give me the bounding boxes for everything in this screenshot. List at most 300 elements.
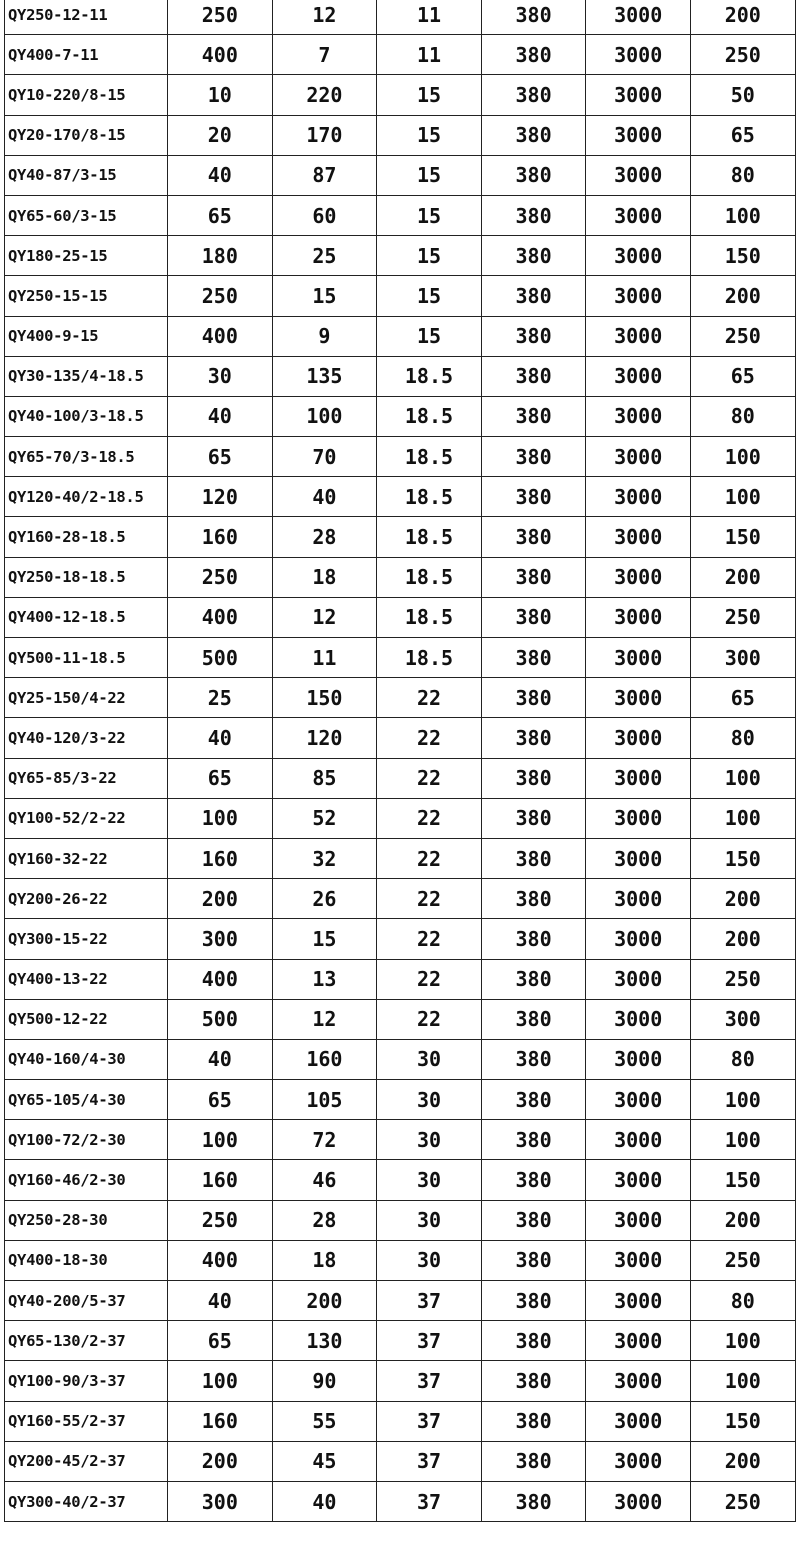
- outlet-cell: 80: [690, 396, 795, 436]
- power-cell: 37: [377, 1401, 482, 1441]
- table-row: [5, 838, 796, 878]
- model-cell: QY40-160/4-30: [5, 1039, 168, 1079]
- outlet-cell: 250: [690, 316, 795, 356]
- outlet-cell: 100: [690, 1361, 795, 1401]
- head-cell: 26: [272, 879, 377, 919]
- flow-cell: 40: [168, 1281, 273, 1321]
- voltage-cell: 380: [481, 1080, 586, 1120]
- power-cell: 18.5: [377, 517, 482, 557]
- outlet-cell: 200: [690, 1441, 795, 1481]
- head-cell: 15: [272, 919, 377, 959]
- table-row: [5, 115, 796, 155]
- power-cell: 15: [377, 75, 482, 115]
- speed-cell: 3000: [586, 1080, 691, 1120]
- head-cell: 32: [272, 838, 377, 878]
- voltage-cell: 380: [481, 999, 586, 1039]
- power-cell: 15: [377, 276, 482, 316]
- power-cell: 18.5: [377, 557, 482, 597]
- model-cell: QY250-28-30: [5, 1200, 168, 1240]
- head-cell: 7: [272, 35, 377, 75]
- voltage-cell: 380: [481, 437, 586, 477]
- voltage-cell: 380: [481, 879, 586, 919]
- model-cell: QY400-9-15: [5, 316, 168, 356]
- flow-cell: 250: [168, 0, 273, 35]
- flow-cell: 25: [168, 678, 273, 718]
- outlet-cell: 150: [690, 517, 795, 557]
- outlet-cell: 150: [690, 236, 795, 276]
- model-cell: QY40-200/5-37: [5, 1281, 168, 1321]
- outlet-cell: 100: [690, 758, 795, 798]
- head-cell: 100: [272, 396, 377, 436]
- head-cell: 12: [272, 999, 377, 1039]
- flow-cell: 65: [168, 758, 273, 798]
- flow-cell: 30: [168, 356, 273, 396]
- table-row: [5, 1481, 796, 1521]
- outlet-cell: 150: [690, 1401, 795, 1441]
- table-row: [5, 1361, 796, 1401]
- outlet-cell: 200: [690, 1200, 795, 1240]
- flow-cell: 100: [168, 1361, 273, 1401]
- speed-cell: 3000: [586, 999, 691, 1039]
- model-cell: QY160-46/2-30: [5, 1160, 168, 1200]
- flow-cell: 65: [168, 437, 273, 477]
- head-cell: 45: [272, 1441, 377, 1481]
- outlet-cell: 250: [690, 597, 795, 637]
- outlet-cell: 300: [690, 638, 795, 678]
- model-cell: QY500-12-22: [5, 999, 168, 1039]
- table-row: [5, 0, 796, 35]
- outlet-cell: 100: [690, 195, 795, 235]
- flow-cell: 65: [168, 1321, 273, 1361]
- outlet-cell: 65: [690, 678, 795, 718]
- speed-cell: 3000: [586, 276, 691, 316]
- voltage-cell: 380: [481, 75, 586, 115]
- flow-cell: 400: [168, 597, 273, 637]
- flow-cell: 500: [168, 999, 273, 1039]
- speed-cell: 3000: [586, 1200, 691, 1240]
- power-cell: 22: [377, 758, 482, 798]
- speed-cell: 3000: [586, 1240, 691, 1280]
- flow-cell: 160: [168, 838, 273, 878]
- outlet-cell: 200: [690, 557, 795, 597]
- power-cell: 22: [377, 879, 482, 919]
- model-cell: QY160-32-22: [5, 838, 168, 878]
- table-row: [5, 276, 796, 316]
- table-row: [5, 75, 796, 115]
- flow-cell: 500: [168, 638, 273, 678]
- table-row: [5, 35, 796, 75]
- model-cell: QY400-7-11: [5, 35, 168, 75]
- voltage-cell: 380: [481, 1481, 586, 1521]
- power-cell: 22: [377, 999, 482, 1039]
- table-row: [5, 437, 796, 477]
- power-cell: 37: [377, 1321, 482, 1361]
- power-cell: 37: [377, 1481, 482, 1521]
- speed-cell: 3000: [586, 919, 691, 959]
- flow-cell: 160: [168, 517, 273, 557]
- flow-cell: 20: [168, 115, 273, 155]
- head-cell: 105: [272, 1080, 377, 1120]
- voltage-cell: 380: [481, 597, 586, 637]
- flow-cell: 250: [168, 276, 273, 316]
- outlet-cell: 50: [690, 75, 795, 115]
- voltage-cell: 380: [481, 155, 586, 195]
- voltage-cell: 380: [481, 1160, 586, 1200]
- flow-cell: 100: [168, 1120, 273, 1160]
- outlet-cell: 80: [690, 1281, 795, 1321]
- outlet-cell: 250: [690, 959, 795, 999]
- outlet-cell: 300: [690, 999, 795, 1039]
- head-cell: 170: [272, 115, 377, 155]
- outlet-cell: 250: [690, 1240, 795, 1280]
- power-cell: 18.5: [377, 477, 482, 517]
- head-cell: 12: [272, 0, 377, 35]
- outlet-cell: 100: [690, 437, 795, 477]
- head-cell: 60: [272, 195, 377, 235]
- power-cell: 18.5: [377, 356, 482, 396]
- outlet-cell: 250: [690, 35, 795, 75]
- outlet-cell: 150: [690, 1160, 795, 1200]
- head-cell: 18: [272, 557, 377, 597]
- speed-cell: 3000: [586, 959, 691, 999]
- model-cell: QY400-12-18.5: [5, 597, 168, 637]
- power-cell: 30: [377, 1160, 482, 1200]
- voltage-cell: 380: [481, 1240, 586, 1280]
- speed-cell: 3000: [586, 798, 691, 838]
- model-cell: QY500-11-18.5: [5, 638, 168, 678]
- table-row: [5, 1120, 796, 1160]
- table-row: [5, 195, 796, 235]
- voltage-cell: 380: [481, 1321, 586, 1361]
- table-row: [5, 1281, 796, 1321]
- speed-cell: 3000: [586, 1361, 691, 1401]
- outlet-cell: 100: [690, 1080, 795, 1120]
- head-cell: 11: [272, 638, 377, 678]
- speed-cell: 3000: [586, 155, 691, 195]
- model-cell: QY200-26-22: [5, 879, 168, 919]
- voltage-cell: 380: [481, 35, 586, 75]
- model-cell: QY160-28-18.5: [5, 517, 168, 557]
- power-cell: 30: [377, 1240, 482, 1280]
- model-cell: QY65-105/4-30: [5, 1080, 168, 1120]
- table-row: [5, 919, 796, 959]
- voltage-cell: 380: [481, 195, 586, 235]
- head-cell: 40: [272, 477, 377, 517]
- model-cell: QY400-18-30: [5, 1240, 168, 1280]
- head-cell: 70: [272, 437, 377, 477]
- speed-cell: 3000: [586, 758, 691, 798]
- power-cell: 22: [377, 838, 482, 878]
- voltage-cell: 380: [481, 517, 586, 557]
- flow-cell: 250: [168, 1200, 273, 1240]
- speed-cell: 3000: [586, 557, 691, 597]
- table-row: [5, 155, 796, 195]
- outlet-cell: 200: [690, 919, 795, 959]
- flow-cell: 400: [168, 35, 273, 75]
- outlet-cell: 200: [690, 0, 795, 35]
- flow-cell: 160: [168, 1160, 273, 1200]
- outlet-cell: 65: [690, 115, 795, 155]
- flow-cell: 10: [168, 75, 273, 115]
- power-cell: 37: [377, 1441, 482, 1481]
- flow-cell: 100: [168, 798, 273, 838]
- outlet-cell: 80: [690, 1039, 795, 1079]
- speed-cell: 3000: [586, 396, 691, 436]
- model-cell: QY65-85/3-22: [5, 758, 168, 798]
- speed-cell: 3000: [586, 838, 691, 878]
- power-cell: 37: [377, 1361, 482, 1401]
- model-cell: QY40-120/3-22: [5, 718, 168, 758]
- speed-cell: 3000: [586, 1160, 691, 1200]
- speed-cell: 3000: [586, 1321, 691, 1361]
- head-cell: 200: [272, 1281, 377, 1321]
- flow-cell: 40: [168, 155, 273, 195]
- outlet-cell: 100: [690, 1321, 795, 1361]
- speed-cell: 3000: [586, 0, 691, 35]
- power-cell: 15: [377, 115, 482, 155]
- speed-cell: 3000: [586, 195, 691, 235]
- power-cell: 18.5: [377, 597, 482, 637]
- power-cell: 15: [377, 316, 482, 356]
- model-cell: QY100-90/3-37: [5, 1361, 168, 1401]
- outlet-cell: 80: [690, 718, 795, 758]
- model-cell: QY120-40/2-18.5: [5, 477, 168, 517]
- table-body: [5, 0, 796, 1522]
- outlet-cell: 150: [690, 838, 795, 878]
- table-row: [5, 1039, 796, 1079]
- speed-cell: 3000: [586, 1281, 691, 1321]
- flow-cell: 40: [168, 1039, 273, 1079]
- model-cell: QY100-52/2-22: [5, 798, 168, 838]
- head-cell: 46: [272, 1160, 377, 1200]
- voltage-cell: 380: [481, 356, 586, 396]
- voltage-cell: 380: [481, 838, 586, 878]
- speed-cell: 3000: [586, 437, 691, 477]
- flow-cell: 40: [168, 396, 273, 436]
- flow-cell: 65: [168, 1080, 273, 1120]
- flow-cell: 300: [168, 919, 273, 959]
- head-cell: 12: [272, 597, 377, 637]
- table-row: [5, 798, 796, 838]
- flow-cell: 400: [168, 316, 273, 356]
- model-cell: QY180-25-15: [5, 236, 168, 276]
- flow-cell: 200: [168, 1441, 273, 1481]
- table-row: [5, 1160, 796, 1200]
- model-cell: QY250-18-18.5: [5, 557, 168, 597]
- model-cell: QY300-15-22: [5, 919, 168, 959]
- model-cell: QY10-220/8-15: [5, 75, 168, 115]
- table-row: [5, 718, 796, 758]
- head-cell: 18: [272, 1240, 377, 1280]
- flow-cell: 40: [168, 718, 273, 758]
- voltage-cell: 380: [481, 236, 586, 276]
- speed-cell: 3000: [586, 638, 691, 678]
- head-cell: 9: [272, 316, 377, 356]
- speed-cell: 3000: [586, 75, 691, 115]
- voltage-cell: 380: [481, 678, 586, 718]
- power-cell: 22: [377, 959, 482, 999]
- table-row: [5, 236, 796, 276]
- model-cell: QY400-13-22: [5, 959, 168, 999]
- speed-cell: 3000: [586, 1401, 691, 1441]
- power-cell: 15: [377, 236, 482, 276]
- voltage-cell: 380: [481, 919, 586, 959]
- table-row: [5, 638, 796, 678]
- head-cell: 40: [272, 1481, 377, 1521]
- head-cell: 120: [272, 718, 377, 758]
- head-cell: 160: [272, 1039, 377, 1079]
- table-row: [5, 758, 796, 798]
- table-row: [5, 879, 796, 919]
- power-cell: 11: [377, 0, 482, 35]
- table-row: [5, 1200, 796, 1240]
- model-cell: QY65-70/3-18.5: [5, 437, 168, 477]
- head-cell: 28: [272, 1200, 377, 1240]
- head-cell: 55: [272, 1401, 377, 1441]
- model-cell: QY20-170/8-15: [5, 115, 168, 155]
- outlet-cell: 200: [690, 276, 795, 316]
- voltage-cell: 380: [481, 1441, 586, 1481]
- flow-cell: 400: [168, 1240, 273, 1280]
- power-cell: 30: [377, 1200, 482, 1240]
- flow-cell: 160: [168, 1401, 273, 1441]
- pump-spec-table: [4, 0, 796, 1522]
- head-cell: 220: [272, 75, 377, 115]
- flow-cell: 65: [168, 195, 273, 235]
- model-cell: QY300-40/2-37: [5, 1481, 168, 1521]
- voltage-cell: 380: [481, 557, 586, 597]
- voltage-cell: 380: [481, 477, 586, 517]
- model-cell: QY200-45/2-37: [5, 1441, 168, 1481]
- outlet-cell: 200: [690, 879, 795, 919]
- outlet-cell: 100: [690, 798, 795, 838]
- speed-cell: 3000: [586, 597, 691, 637]
- speed-cell: 3000: [586, 35, 691, 75]
- head-cell: 87: [272, 155, 377, 195]
- power-cell: 11: [377, 35, 482, 75]
- speed-cell: 3000: [586, 1481, 691, 1521]
- speed-cell: 3000: [586, 718, 691, 758]
- model-cell: QY65-130/2-37: [5, 1321, 168, 1361]
- table-row: [5, 1401, 796, 1441]
- flow-cell: 120: [168, 477, 273, 517]
- speed-cell: 3000: [586, 1441, 691, 1481]
- table-row: [5, 557, 796, 597]
- flow-cell: 250: [168, 557, 273, 597]
- table-row: [5, 959, 796, 999]
- model-cell: QY25-150/4-22: [5, 678, 168, 718]
- power-cell: 22: [377, 678, 482, 718]
- power-cell: 22: [377, 718, 482, 758]
- model-cell: QY65-60/3-15: [5, 195, 168, 235]
- head-cell: 150: [272, 678, 377, 718]
- head-cell: 28: [272, 517, 377, 557]
- model-cell: QY250-15-15: [5, 276, 168, 316]
- voltage-cell: 380: [481, 1120, 586, 1160]
- voltage-cell: 380: [481, 396, 586, 436]
- power-cell: 15: [377, 195, 482, 235]
- power-cell: 18.5: [377, 396, 482, 436]
- outlet-cell: 80: [690, 155, 795, 195]
- outlet-cell: 100: [690, 477, 795, 517]
- table-row: [5, 597, 796, 637]
- power-cell: 18.5: [377, 437, 482, 477]
- head-cell: 135: [272, 356, 377, 396]
- model-cell: QY250-12-11: [5, 0, 168, 35]
- voltage-cell: 380: [481, 276, 586, 316]
- table-row: [5, 678, 796, 718]
- voltage-cell: 380: [481, 959, 586, 999]
- model-cell: QY40-100/3-18.5: [5, 396, 168, 436]
- speed-cell: 3000: [586, 517, 691, 557]
- power-cell: 30: [377, 1039, 482, 1079]
- speed-cell: 3000: [586, 477, 691, 517]
- flow-cell: 180: [168, 236, 273, 276]
- head-cell: 25: [272, 236, 377, 276]
- power-cell: 15: [377, 155, 482, 195]
- speed-cell: 3000: [586, 678, 691, 718]
- power-cell: 22: [377, 798, 482, 838]
- voltage-cell: 380: [481, 758, 586, 798]
- outlet-cell: 100: [690, 1120, 795, 1160]
- voltage-cell: 380: [481, 1039, 586, 1079]
- power-cell: 37: [377, 1281, 482, 1321]
- voltage-cell: 380: [481, 1281, 586, 1321]
- head-cell: 130: [272, 1321, 377, 1361]
- power-cell: 30: [377, 1120, 482, 1160]
- voltage-cell: 380: [481, 1200, 586, 1240]
- table-row: [5, 316, 796, 356]
- voltage-cell: 380: [481, 115, 586, 155]
- flow-cell: 200: [168, 879, 273, 919]
- voltage-cell: 380: [481, 316, 586, 356]
- speed-cell: 3000: [586, 316, 691, 356]
- model-cell: QY100-72/2-30: [5, 1120, 168, 1160]
- speed-cell: 3000: [586, 115, 691, 155]
- head-cell: 85: [272, 758, 377, 798]
- voltage-cell: 380: [481, 718, 586, 758]
- table-row: [5, 1240, 796, 1280]
- outlet-cell: 250: [690, 1481, 795, 1521]
- head-cell: 52: [272, 798, 377, 838]
- speed-cell: 3000: [586, 356, 691, 396]
- model-cell: QY40-87/3-15: [5, 155, 168, 195]
- speed-cell: 3000: [586, 236, 691, 276]
- table-row: [5, 999, 796, 1039]
- speed-cell: 3000: [586, 879, 691, 919]
- table-row: [5, 517, 796, 557]
- power-cell: 22: [377, 919, 482, 959]
- speed-cell: 3000: [586, 1039, 691, 1079]
- head-cell: 15: [272, 276, 377, 316]
- power-cell: 30: [377, 1080, 482, 1120]
- table-row: [5, 356, 796, 396]
- flow-cell: 400: [168, 959, 273, 999]
- head-cell: 90: [272, 1361, 377, 1401]
- head-cell: 72: [272, 1120, 377, 1160]
- table-row: [5, 1080, 796, 1120]
- voltage-cell: 380: [481, 638, 586, 678]
- model-cell: QY30-135/4-18.5: [5, 356, 168, 396]
- outlet-cell: 65: [690, 356, 795, 396]
- power-cell: 18.5: [377, 638, 482, 678]
- table-row: [5, 1441, 796, 1481]
- head-cell: 13: [272, 959, 377, 999]
- model-cell: QY160-55/2-37: [5, 1401, 168, 1441]
- voltage-cell: 380: [481, 798, 586, 838]
- table-row: [5, 396, 796, 436]
- table-row: [5, 1321, 796, 1361]
